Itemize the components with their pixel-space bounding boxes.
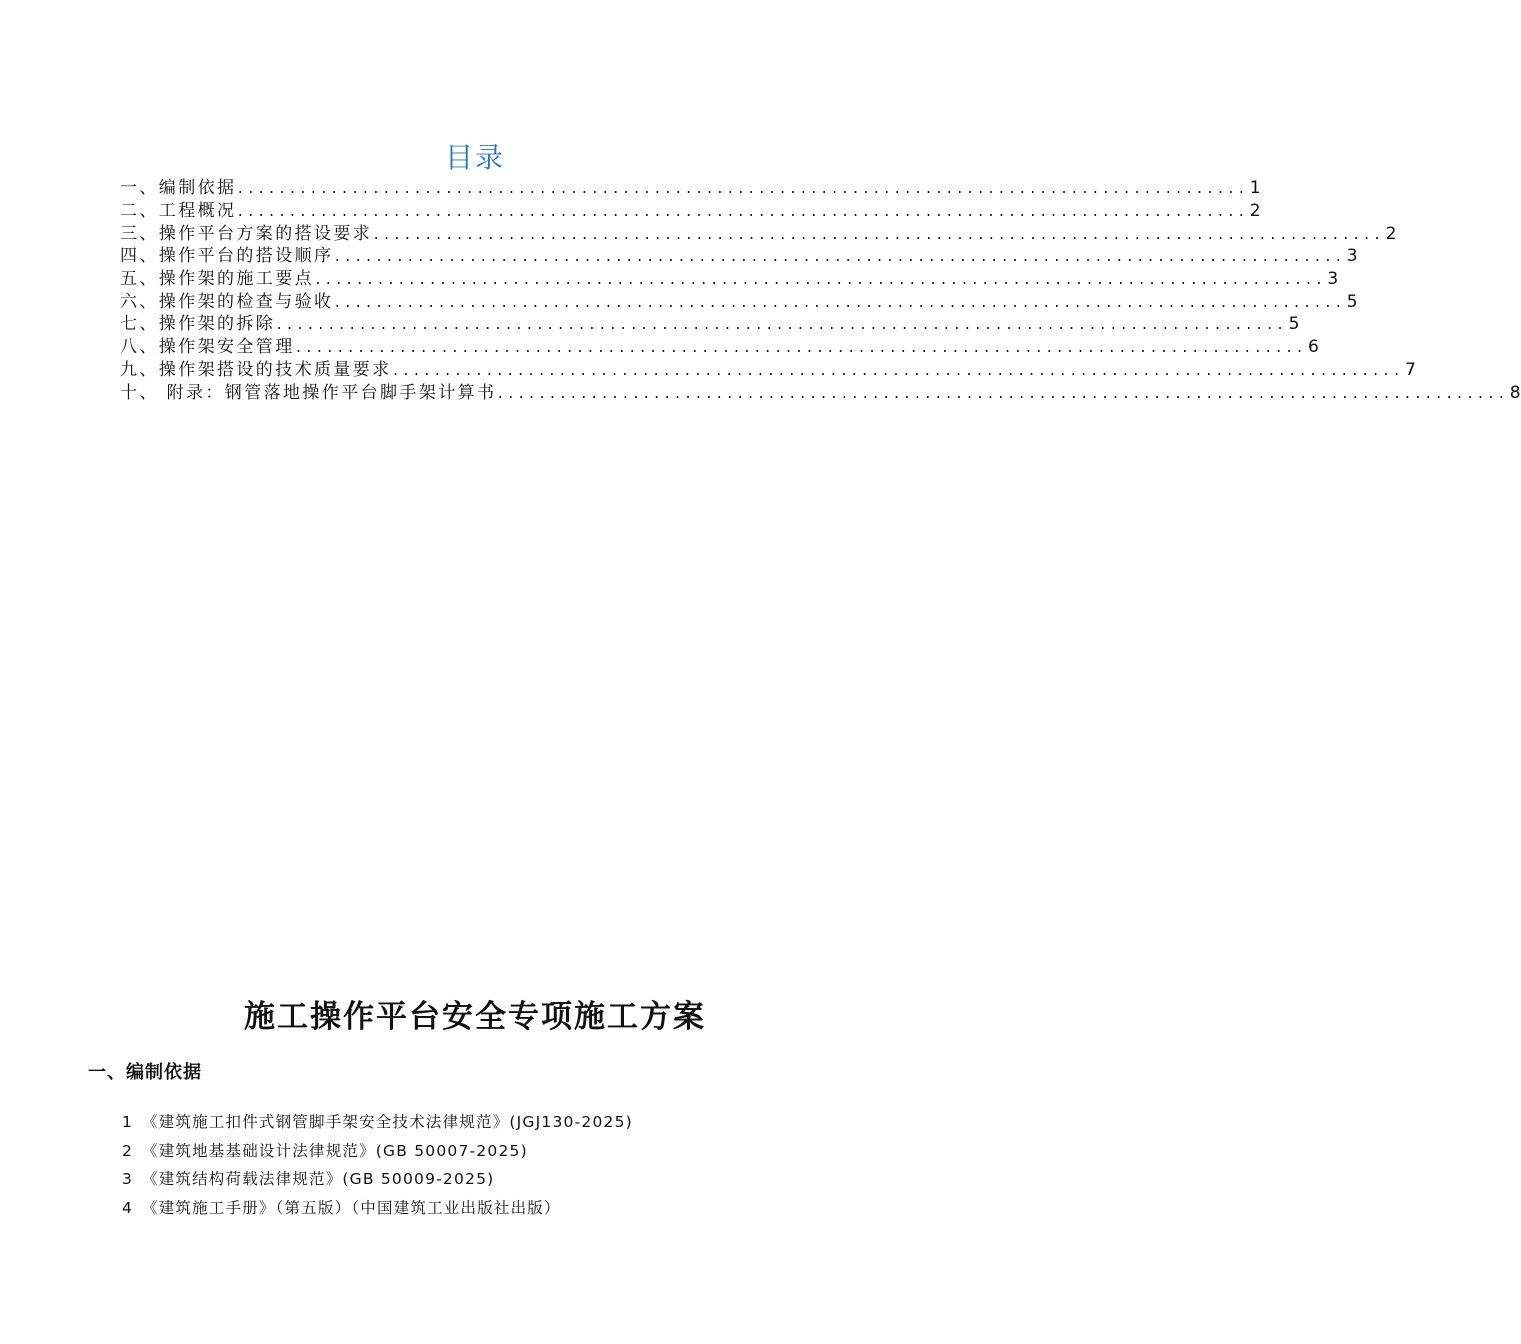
reference-number: 1 (122, 1113, 134, 1131)
toc-entry-text: 十、 附录：钢管落地操作平台脚手架计算书 (120, 382, 497, 403)
toc-entry-text: 六、操作架的检查与验收 (120, 291, 334, 312)
toc-entry-page: 7 (1405, 359, 1416, 380)
toc-entry[interactable] (120, 200, 1261, 223)
reference-list (122, 1108, 822, 1222)
toc-entry-page: 8 (1509, 382, 1521, 403)
toc-dot-leader: ................................................................................................. (391, 363, 1403, 379)
toc-entry-text: 二、工程概况 (120, 201, 237, 222)
toc-dot-leader: ................................................................................................. (236, 205, 1248, 221)
section-heading: 一、编制依据 (88, 1062, 202, 1083)
reference-item (122, 1165, 822, 1194)
reference-text: 《建筑地基基础设计法律规范》(GB 50007-2025) (142, 1141, 528, 1160)
toc-entry[interactable] (120, 336, 1319, 359)
toc-dot-leader: ................................................................................................. (294, 341, 1306, 357)
toc-dot-leader: ................................................................................................. (496, 386, 1508, 402)
toc-entry[interactable] (120, 268, 1339, 291)
toc-entry-text: 八、操作架安全管理 (120, 337, 295, 358)
reference-item (122, 1194, 822, 1223)
toc-entry-page: 5 (1288, 314, 1300, 335)
reference-number: 3 (122, 1170, 134, 1188)
toc-list (120, 177, 1521, 404)
toc-dot-leader: ................................................................................................. (333, 250, 1345, 266)
toc-entry-text: 四、操作平台的搭设顺序 (120, 246, 334, 267)
toc-entry-page: 3 (1327, 269, 1339, 290)
reference-item (122, 1108, 822, 1137)
toc-entry[interactable] (120, 359, 1416, 382)
toc-entry-page: 2 (1385, 223, 1397, 244)
reference-text: 《建筑施工手册》（第五版）（中国建筑工业出版社出版） (142, 1198, 561, 1217)
toc-entry-text: 一、编制依据 (120, 178, 237, 199)
reference-number: 4 (122, 1198, 134, 1217)
toc-dot-leader: ................................................................................................. (236, 182, 1248, 198)
toc-dot-leader: ................................................................................................. (333, 295, 1345, 311)
toc-entry-page: 3 (1346, 246, 1358, 267)
toc-entry-page: 1 (1249, 178, 1261, 199)
toc-entry[interactable] (120, 290, 1358, 313)
toc-title: 目录 (444, 141, 505, 174)
toc-entry[interactable] (120, 313, 1300, 336)
toc-entry-text: 五、操作架的施工要点 (120, 269, 314, 290)
toc-entry-text: 九、操作架搭设的技术质量要求 (120, 359, 392, 380)
toc-dot-leader: ................................................................................................. (372, 227, 1384, 243)
toc-entry[interactable] (120, 381, 1521, 404)
reference-item (122, 1137, 822, 1166)
reference-text: 《建筑施工扣件式钢管脚手架安全技术法律规范》(JGJ130-2025) (142, 1113, 633, 1131)
toc-entry[interactable] (120, 222, 1397, 245)
reference-text: 《建筑结构荷载法律规范》(GB 50009-2025) (142, 1170, 495, 1188)
toc-entry-page: 2 (1249, 201, 1261, 222)
reference-number: 2 (122, 1141, 134, 1160)
toc-entry-page: 5 (1346, 291, 1358, 312)
toc-entry-text: 七、操作架的拆除 (120, 314, 276, 335)
toc-dot-leader: ................................................................................................. (314, 273, 1326, 289)
document-title: 施工操作平台安全专项施工方案 (244, 999, 706, 1035)
toc-entry[interactable] (120, 177, 1261, 200)
toc-entry-text: 三、操作平台方案的搭设要求 (120, 223, 373, 244)
toc-dot-leader: ................................................................................................. (275, 318, 1287, 334)
toc-entry-page: 6 (1308, 337, 1319, 358)
toc-entry[interactable] (120, 245, 1358, 268)
